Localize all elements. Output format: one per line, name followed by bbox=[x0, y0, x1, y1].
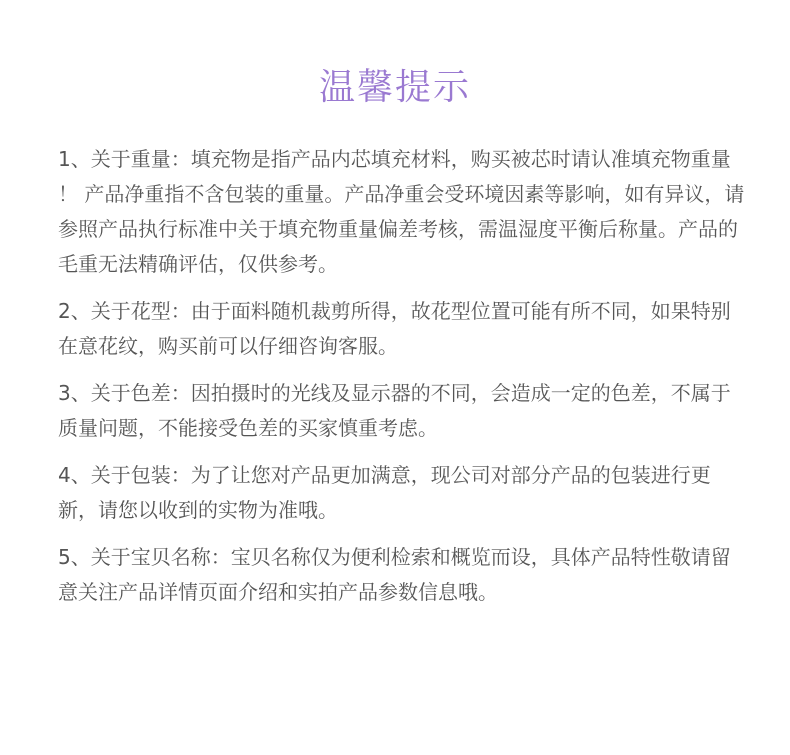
notice-color-difference: 3、关于色差：因拍摄时的光线及显示器的不同，会造成一定的色差，不属于质量问题，不能接受色差的买家慎重考虑。 bbox=[58, 381, 731, 440]
notice-packaging: 4、关于包装：为了让您对产品更加满意，现公司对部分产品的包装进行更新，请您以收到的实物为准哦。 bbox=[58, 463, 711, 522]
notice-pattern: 2、关于花型：由于面料随机裁剪所得，故花型位置可能有所不同，如果特别在意花纹，购买前可以仔细咨询客服。 bbox=[58, 299, 731, 358]
notice-product-name: 5、关于宝贝名称：宝贝名称仅为便利检索和概览而设，具体产品特性敬请留意关注产品详情页面介绍和实拍产品参数信息哦。 bbox=[58, 545, 731, 604]
page-title: 温馨提示 bbox=[318, 67, 471, 108]
notice-list bbox=[58, 142, 748, 622]
notice-weight: 1、关于重量：填充物是指产品内芯填充材料，购买被芯时请认准填充物重量 ！ 产品净重指不含包装的重量。产品净重会受环境因素等影响，如有异议，请参照产品执行标准中关于填充物重量偏差考核，需温湿度平衡后称量。产品的毛重无法精确评估，仅供参考。 bbox=[58, 147, 745, 276]
